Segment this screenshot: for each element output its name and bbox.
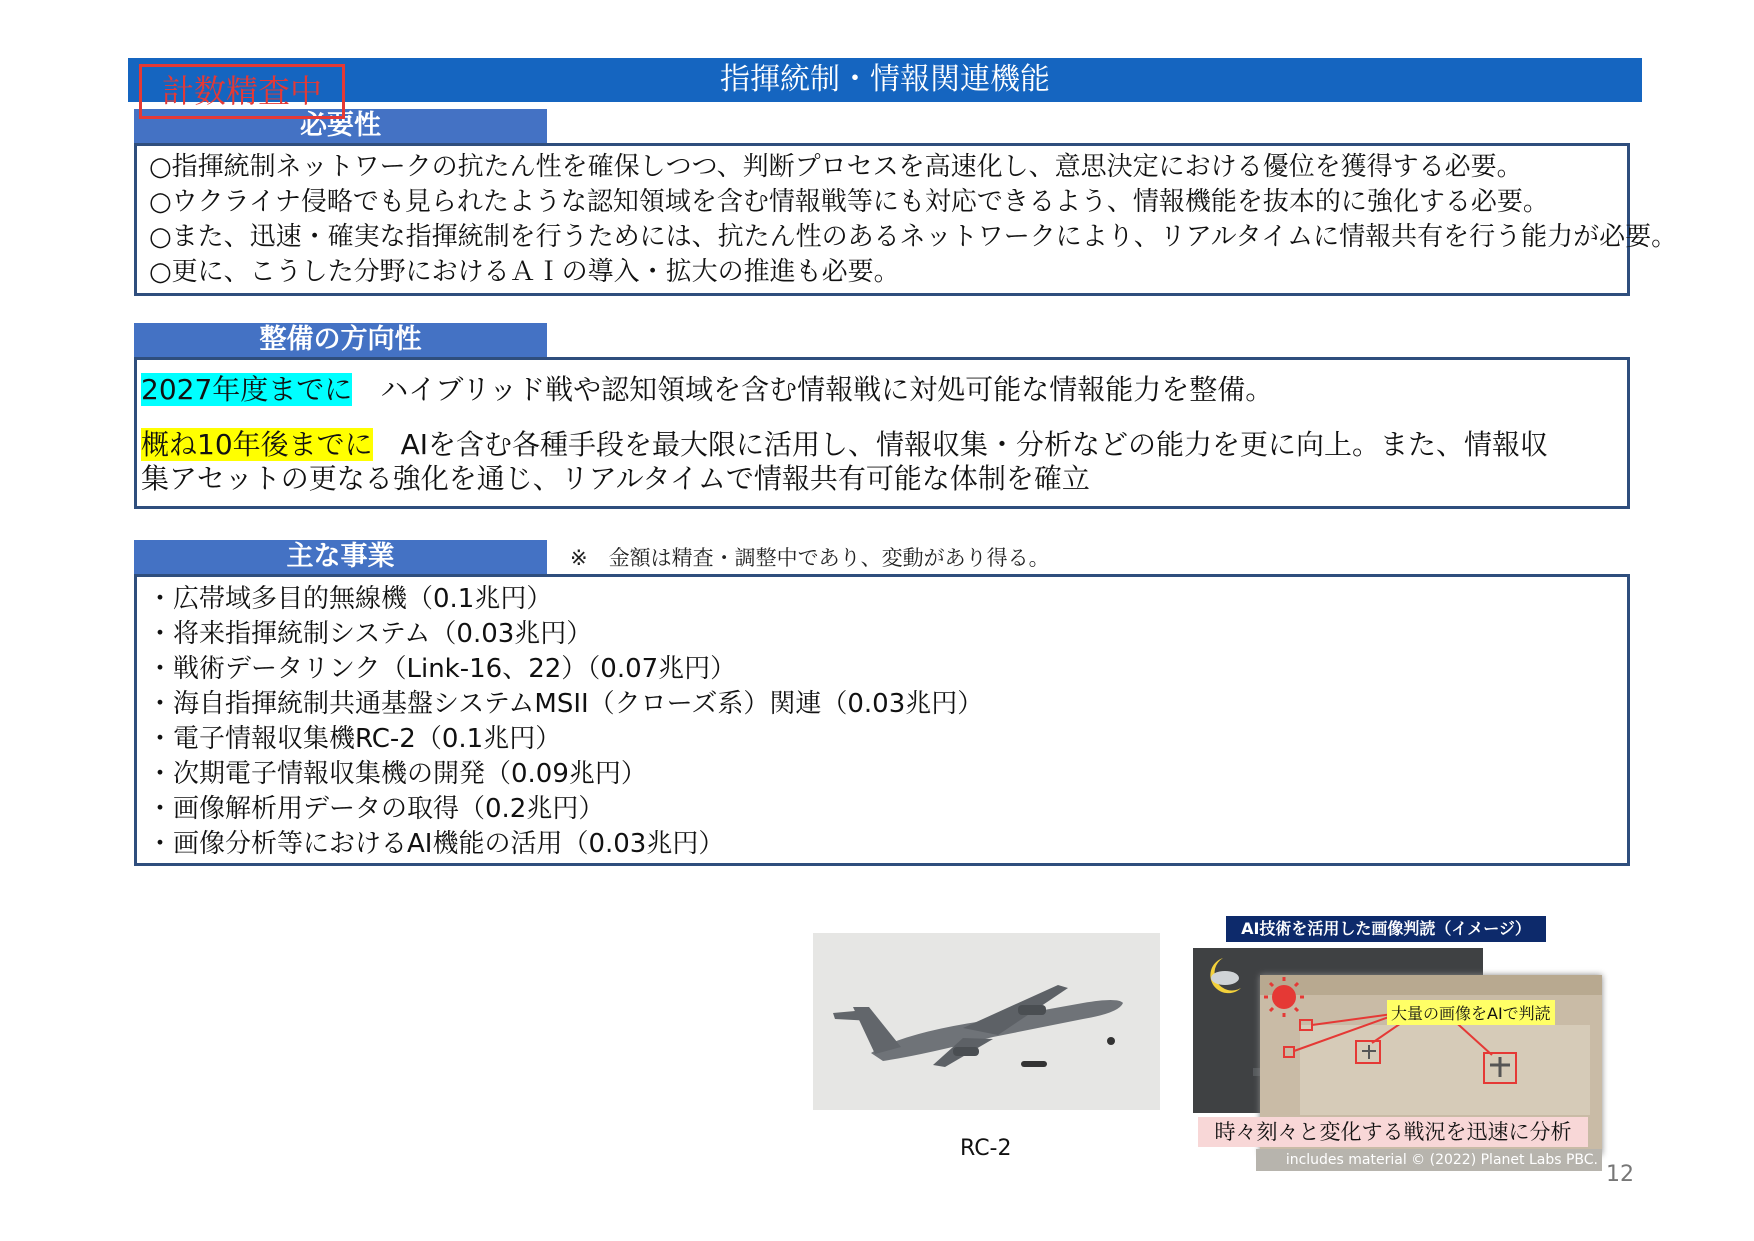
rc2-caption: RC-2 xyxy=(960,1136,1012,1161)
direction-item-1 xyxy=(141,369,1273,411)
project-item: ・次期電子情報収集機の開発（0.09兆円） xyxy=(147,759,647,789)
project-item: ・広帯域多目的無線機（0.1兆円） xyxy=(147,584,553,614)
ai-caption: 時々刻々と変化する戦況を迅速に分析 xyxy=(1198,1117,1588,1147)
projects-heading: 主な事業 xyxy=(134,540,547,574)
project-item: ・電子情報収集機RC-2（0.1兆円） xyxy=(147,724,562,754)
necessity-line: ○また、迅速・確実な指揮統制を行うためには、抗たん性のあるネットワークにより、リアルタイムに情報共有を行う能力が必要。 xyxy=(149,222,1678,252)
status-stamp: 計数精査中 xyxy=(139,64,345,119)
necessity-box xyxy=(134,143,1678,296)
amount-note: ※ 金額は精査・調整中であり、変動があり得る。 xyxy=(570,546,1050,570)
direction-item-2-text: AIを含む各種手段を最大限に活用し、情報収集・分析などの能力を更に向上。また、情報収 xyxy=(400,428,1549,461)
direction-item-2-cont: 集アセットの更なる強化を通じ、リアルタイムで情報共有可能な体制を確立 xyxy=(141,462,1090,495)
necessity-line: ○指揮統制ネットワークの抗たん性を確保しつつ、判断プロセスを高速化し、意思決定における優位を獲得する必要。 xyxy=(149,152,1523,182)
necessity-heading: 必要性 xyxy=(134,109,547,143)
direction-heading: 整備の方向性 xyxy=(134,323,547,357)
page-number: 12 xyxy=(1606,1162,1634,1187)
ai-label: 大量の画像をAIで判読 xyxy=(1387,1000,1555,1025)
project-item: ・海自指揮統制共通基盤システムMSII（クローズ系）関連（0.03兆円） xyxy=(147,689,984,719)
project-item: ・画像分析等におけるAI機能の活用（0.03兆円） xyxy=(147,829,725,859)
direction-box xyxy=(134,357,1630,509)
project-item: ・戦術データリンク（Link-16、22）（0.07兆円） xyxy=(147,654,737,684)
rc2-photo xyxy=(813,933,1160,1110)
timeline-badge-10yr: 概ね10年後までに xyxy=(141,428,373,461)
image-credit: includes material © (2022) Planet Labs PBC. xyxy=(1256,1149,1602,1171)
project-item: ・画像解析用データの取得（0.2兆円） xyxy=(147,794,605,824)
ai-image-title: AI技術を活用した画像判読（イメージ） xyxy=(1226,916,1546,942)
necessity-line: ○ウクライナ侵略でも見られたような認知領域を含む情報戦等にも対応できるよう、情報機能を抜本的に強化する必要。 xyxy=(149,187,1549,217)
projects-box xyxy=(134,574,1630,866)
aircraft-icon xyxy=(813,933,1160,1110)
timeline-badge-2027: 2027年度までに xyxy=(141,373,353,406)
project-item: ・将来指揮統制システム（0.03兆円） xyxy=(147,619,593,649)
necessity-line: ○更に、こうした分野におけるＡＩの導入・拡大の推進も必要。 xyxy=(149,257,900,287)
page-title: 指揮統制・情報関連機能 xyxy=(128,58,1642,102)
direction-item-1-text: ハイブリッド戦や認知領域を含む情報戦に対処可能な情報能力を整備。 xyxy=(380,373,1274,406)
